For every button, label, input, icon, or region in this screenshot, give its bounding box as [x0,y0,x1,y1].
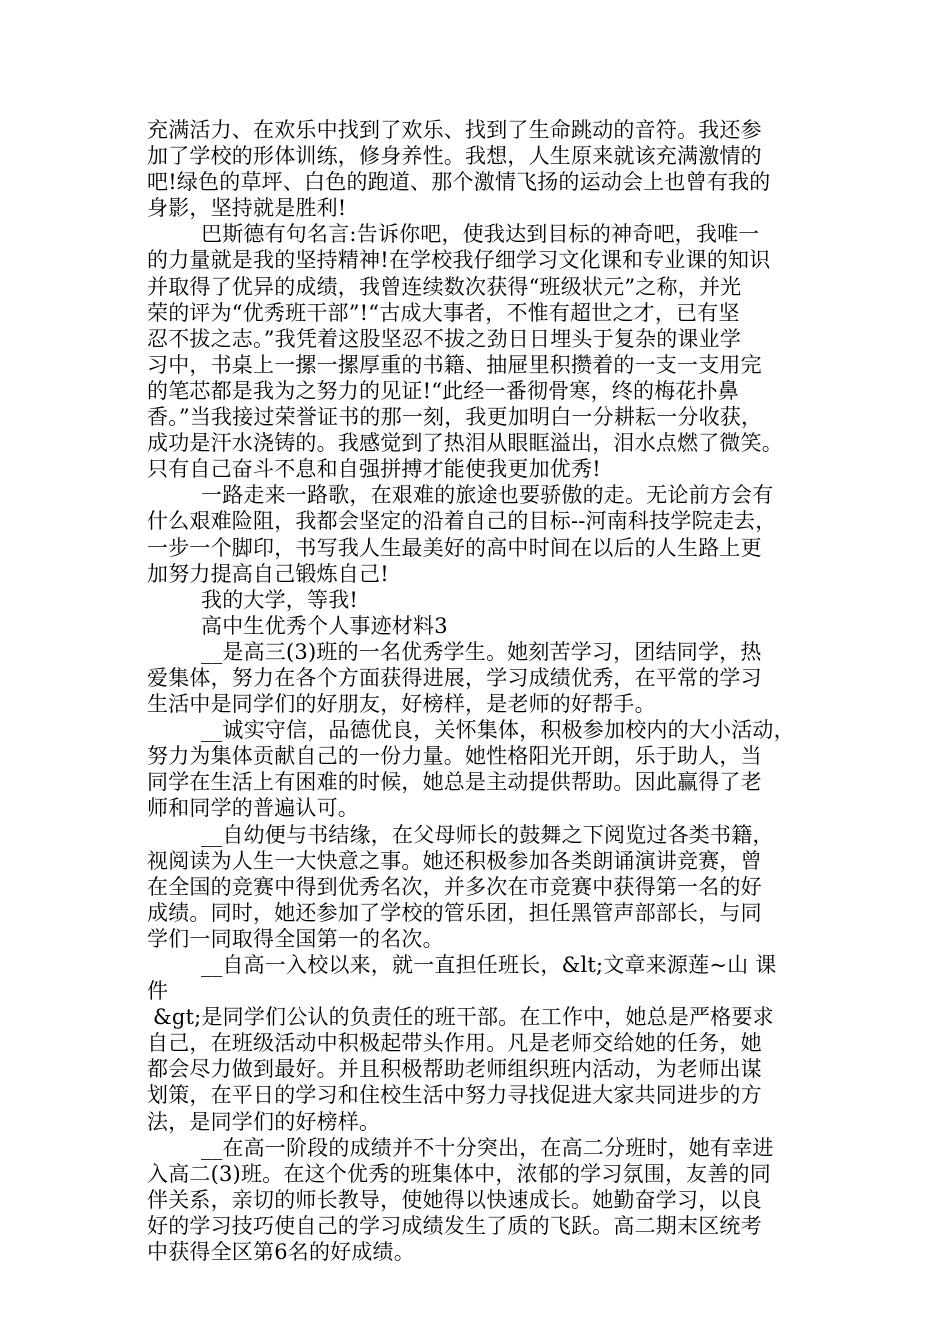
document-body [147,117,812,1265]
text-line: 成功是汗水浇铸的。我感觉到了热泪从眼眶溢出，泪水点燃了微笑。 [147,431,783,456]
text-line: 努力为集体贡献自己的一份力量。她性格阳光开朗，乐于助人，当 [147,744,762,769]
text-line: 加努力提高自己锻炼自己! [147,561,389,586]
text-line: 加了学校的形体训练，修身养性。我想，人生原来就该充满激情的 [147,144,762,169]
text-line: 充满活力、在欢乐中找到了欢乐、找到了生命跳动的音符。我还参 [147,118,762,142]
text-line: 法，是同学们的好榜样。 [147,1109,381,1134]
text-line: 中获得全区第6名的好成绩。 [147,1240,415,1265]
text-line: __在高一阶段的成绩并不十分突出，在高二分班时，她有幸进 [201,1135,774,1160]
text-line: __自高一入校以来，就一直担任班长，&lt;文章来源莲~山 课 [201,953,777,977]
text-line: __是高三(3)班的一名优秀学生。她刻苦学习，团结同学，热 [201,639,762,664]
text-line: 吧!绿色的草坪、白色的跑道、那个激情飞扬的运动会上也曾有我的 [147,170,771,195]
text-line: 高中生优秀个人事迹材料3 [201,613,448,638]
text-line: 自己，在班级活动中积极起带头作用。凡是老师交给她的任务，她 [147,1031,762,1056]
text-line: 我的大学，等我! [201,587,359,612]
text-line: 视阅读为人生一大快意之事。她还积极参加各类朗诵演讲竞赛，曾 [147,848,762,873]
text-line: 爱集体，努力在各个方面获得进展，学习成绩优秀，在平常的学习 [147,665,762,690]
text-line: 同学在生活上有困难的时候，她总是主动提供帮助。因此赢得了老 [147,770,762,795]
text-line: &gt;是同学们公认的负责任的班干部。在工作中，她总是严格要求 [153,1005,774,1030]
text-line: 入高二(3)班。在这个优秀的班集体中，浓郁的学习氛围，友善的同 [147,1161,771,1186]
text-line: __诚实守信，品德优良，关怀集体，积极参加校内的大小活动， [201,718,795,743]
text-line: 学们一同取得全国第一的名次。 [147,926,444,951]
text-line: 的力量就是我的坚持精神!在学校我仔细学习文化课和专业课的知识 [147,248,771,273]
text-line: 并取得了优异的成绩，我曾连续数次获得“班级状元”之称，并光 [147,274,742,299]
text-line: __自幼便与书结缘，在父母师长的鼓舞之下阅览过各类书籍， [201,822,774,847]
text-line: 生活中是同学们的好朋友，好榜样，是老师的好帮手。 [147,692,656,717]
text-line: 荣的评为“优秀班干部”!“古成大事者，不惟有超世之才，已有坚 [147,300,740,325]
text-line: 伴关系，亲切的师长教导，使她得以快速成长。她勤奋学习，以良 [147,1187,762,1212]
text-line: 什么艰难险阻，我都会坚定的沿着自己的目标--河南科技学院走去， [147,509,777,534]
text-line: 成绩。同时，她还参加了学校的管乐团，担任黑管声部部长，与同 [147,900,762,925]
text-line: 件 [147,979,169,1004]
text-line: 只有自己奋斗不息和自强拼搏才能使我更加优秀! [147,457,601,482]
text-line: 一步一个脚印，书写我人生最美好的高中时间在以后的人生路上更 [147,535,762,560]
text-line: 习中，书桌上一摞一摞厚重的书籍、抽屉里积攒着的一支一支用完 [147,352,762,377]
text-line: 师和同学的普遍认可。 [147,796,359,821]
text-line: 香。”当我接过荣誉证书的那一刻，我更加明白一分耕耘一分收获， [147,405,763,430]
text-line: 巴斯德有句名言:告诉你吧，使我达到目标的神奇吧，我唯一 [201,222,760,247]
text-line: 忍不拔之志。”我凭着这股坚忍不拔之劲日日埋头于复杂的课业学 [147,326,742,351]
text-line: 一路走来一路歌，在艰难的旅途也要骄傲的走。无论前方会有 [201,483,774,508]
text-line: 的笔芯都是我为之努力的见证!“此经一番彻骨寒，终的梅花扑鼻 [147,378,739,403]
text-line: 在全国的竞赛中得到优秀名次，并多次在市竞赛中获得第一名的好 [147,874,762,899]
text-line: 身影，坚持就是胜利! [147,196,347,221]
text-line: 划策，在平日的学习和住校生活中努力寻找促进大家共同进步的方 [147,1083,762,1108]
text-line: 好的学习技巧使自己的学习成绩发生了质的飞跃。高二期末区统考 [147,1213,762,1238]
text-line: 都会尽力做到最好。并且积极帮助老师组织班内活动，为老师出谋 [147,1057,762,1082]
